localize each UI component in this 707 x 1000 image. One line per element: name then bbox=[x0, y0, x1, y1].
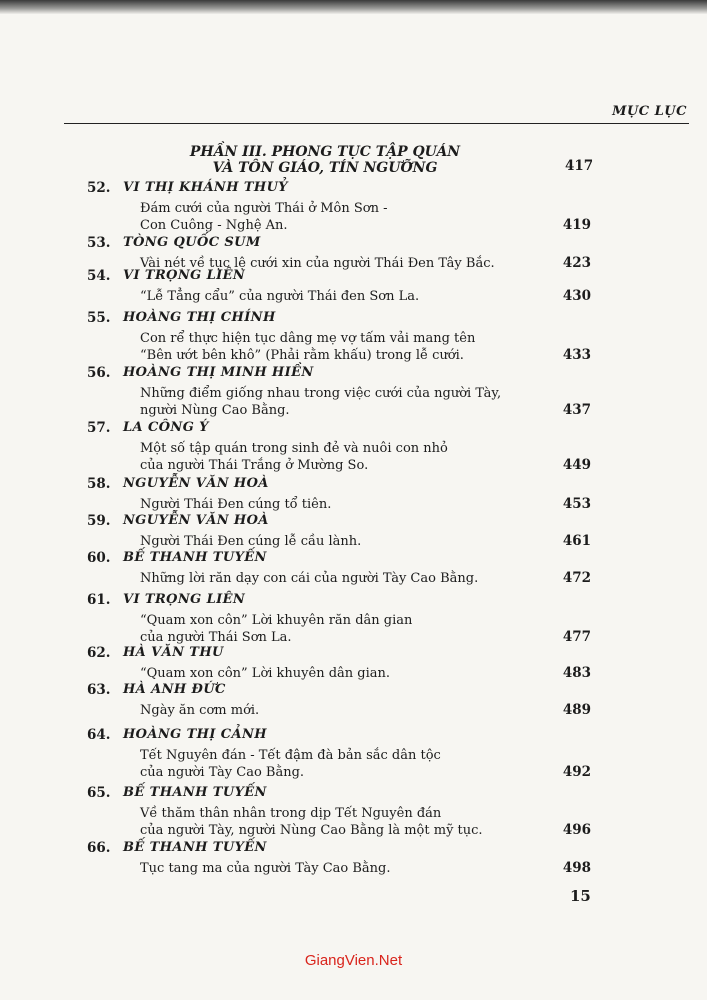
entry-author: HOÀNG THỊ MINH HIỀN bbox=[123, 365, 314, 380]
scan-top-edge bbox=[0, 0, 707, 14]
entry-title-line: người Nùng Cao Bằng. bbox=[140, 403, 290, 418]
entry-title bbox=[140, 385, 560, 419]
entry-author: BẾ THANH TUYẾN bbox=[123, 550, 267, 565]
entry-page-number: 437 bbox=[562, 402, 591, 418]
entry-number: 60. bbox=[87, 550, 111, 566]
entry-number: 64. bbox=[87, 727, 111, 743]
entry-page-number: 419 bbox=[562, 217, 591, 233]
entry-author: TÒNG QUỐC SUM bbox=[123, 235, 261, 250]
entry-number: 53. bbox=[87, 235, 111, 251]
entry-author: HÀ VĂN THU bbox=[123, 645, 224, 660]
entry-author: HOÀNG THỊ CHÍNH bbox=[123, 310, 276, 325]
entry-title-line: Tết Nguyên đán - Tết đậm đà bản sắc dân tộc bbox=[140, 748, 441, 763]
part-title bbox=[170, 144, 480, 176]
running-header: MỤC LỤC bbox=[612, 104, 687, 119]
entry-title-line: “Bên ướt bên khô” (Phải rằm khấu) trong lễ cưới. bbox=[140, 348, 464, 363]
entry-title bbox=[140, 533, 560, 550]
entry-number: 65. bbox=[87, 785, 111, 801]
page-folio: 15 bbox=[570, 887, 591, 905]
entry-number: 58. bbox=[87, 476, 111, 492]
entry-number: 54. bbox=[87, 268, 111, 284]
entry-number: 63. bbox=[87, 682, 111, 698]
entry-page-number: 492 bbox=[562, 764, 591, 780]
entry-title bbox=[140, 330, 560, 364]
entry-title-line: của người Thái Trắng ở Mường So. bbox=[140, 458, 369, 473]
entry-title-line: Những lời răn dạy con cái của người Tày Cao Bằng. bbox=[140, 571, 479, 586]
entry-number: 62. bbox=[87, 645, 111, 661]
entry-number: 59. bbox=[87, 513, 111, 529]
entry-title bbox=[140, 496, 560, 513]
entry-title-line: Vài nét về tục lệ cưới xin của người Thái Đen Tây Bắc. bbox=[140, 256, 495, 271]
entry-title-line: Những điểm giống nhau trong việc cưới của người Tày, bbox=[140, 386, 502, 401]
part-page-number: 417 bbox=[565, 158, 594, 174]
entry-title-line: Về thăm thân nhân trong dịp Tết Nguyên đán bbox=[140, 806, 442, 821]
entry-title-line: “Quam xon côn” Lời khuyên dân gian. bbox=[140, 666, 391, 681]
entry-number: 55. bbox=[87, 310, 111, 326]
entry-title-line: Con Cuông - Nghệ An. bbox=[140, 218, 288, 233]
entry-page-number: 449 bbox=[562, 457, 591, 473]
entry-author: NGUYỄN VĂN HOÀ bbox=[123, 476, 269, 491]
entry-title bbox=[140, 612, 560, 646]
entry-page-number: 472 bbox=[562, 570, 591, 586]
entry-page-number: 433 bbox=[562, 347, 591, 363]
entry-title bbox=[140, 702, 560, 719]
entry-author: HÀ ANH ĐỨC bbox=[123, 682, 226, 697]
entry-title-line: của người Tày, người Nùng Cao Bằng là một mỹ tục. bbox=[140, 823, 483, 838]
entry-title bbox=[140, 570, 560, 587]
entry-author: BẾ THANH TUYẾN bbox=[123, 840, 267, 855]
entry-title bbox=[140, 665, 560, 682]
entry-title-line: của người Tày Cao Bằng. bbox=[140, 765, 305, 780]
entry-title bbox=[140, 860, 560, 877]
entry-page-number: 483 bbox=[562, 665, 591, 681]
entry-author: VI THỊ KHÁNH THUỶ bbox=[123, 180, 288, 195]
entry-author: LA CÔNG Ý bbox=[123, 420, 209, 435]
entry-author: BẾ THANH TUYẾN bbox=[123, 785, 267, 800]
entry-title-line: của người Thái Sơn La. bbox=[140, 630, 292, 645]
entry-page-number: 498 bbox=[562, 860, 591, 876]
entry-number: 52. bbox=[87, 180, 111, 196]
part-title-line-2: VÀ TÔN GIÁO, TÍN NGƯỠNG bbox=[212, 160, 438, 176]
entry-title bbox=[140, 288, 560, 305]
entry-page-number: 453 bbox=[562, 496, 591, 512]
entry-title bbox=[140, 200, 560, 234]
entry-title-line: Đám cưới của người Thái ở Môn Sơn - bbox=[140, 201, 388, 216]
entry-page-number: 496 bbox=[562, 822, 591, 838]
entry-author: VI TRỌNG LIÊN bbox=[123, 268, 246, 283]
entry-page-number: 461 bbox=[562, 533, 591, 549]
entry-author: VI TRỌNG LIÊN bbox=[123, 592, 246, 607]
entry-title-line: Một số tập quán trong sinh đẻ và nuôi con nhỏ bbox=[140, 441, 448, 456]
entry-page-number: 423 bbox=[562, 255, 591, 271]
entry-title-line: Người Thái Đen cúng tổ tiên. bbox=[140, 497, 332, 512]
entry-title-line: Tục tang ma của người Tày Cao Bằng. bbox=[140, 861, 391, 876]
entry-number: 61. bbox=[87, 592, 111, 608]
entry-title bbox=[140, 805, 560, 839]
entry-author: HOÀNG THỊ CẢNH bbox=[123, 727, 267, 742]
entry-number: 66. bbox=[87, 840, 111, 856]
entry-title bbox=[140, 747, 560, 781]
entry-title-line: Ngày ăn cơm mới. bbox=[140, 703, 260, 718]
entry-author: NGUYỄN VĂN HOÀ bbox=[123, 513, 269, 528]
part-title-line-1: PHẦN III. PHONG TỤC TẬP QUÁN bbox=[189, 144, 461, 160]
entry-number: 57. bbox=[87, 420, 111, 436]
entry-title bbox=[140, 440, 560, 474]
entry-page-number: 477 bbox=[562, 629, 591, 645]
entry-page-number: 489 bbox=[562, 702, 591, 718]
entry-page-number: 430 bbox=[562, 288, 591, 304]
header-rule bbox=[64, 123, 689, 124]
entry-title-line: “Lễ Tẳng cẩu” của người Thái đen Sơn La. bbox=[140, 289, 420, 304]
entry-title-line: Người Thái Đen cúng lễ cầu lành. bbox=[140, 534, 362, 549]
entry-title-line: “Quam xon côn” Lời khuyên răn dân gian bbox=[140, 613, 413, 628]
watermark: GiangVien.Net bbox=[304, 952, 403, 969]
entry-number: 56. bbox=[87, 365, 111, 381]
entry-title-line: Con rể thực hiện tục dâng mẹ vợ tấm vải mang tên bbox=[140, 331, 476, 346]
